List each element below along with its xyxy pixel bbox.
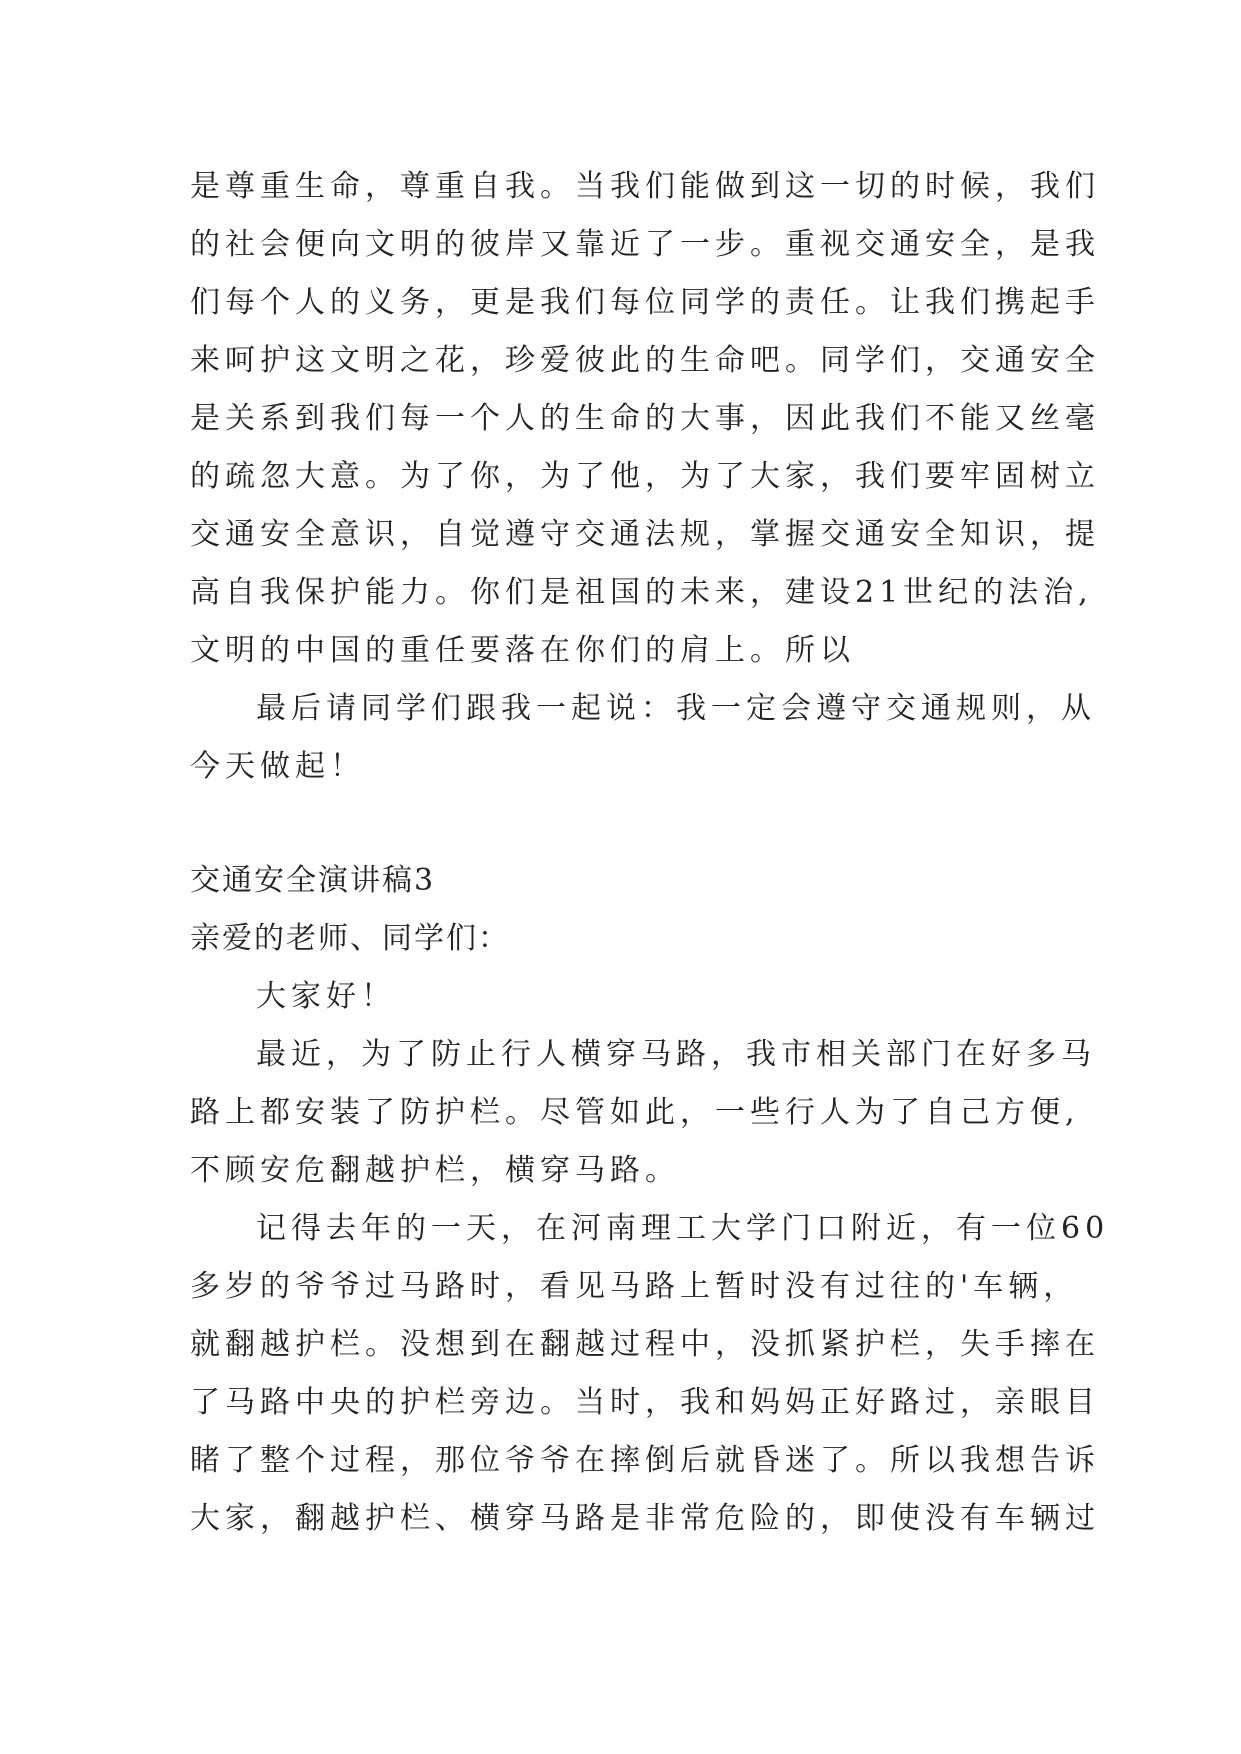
text-line: 的社会便向文明的彼岸又靠近了一步。重视交通安全，是我 bbox=[190, 227, 1100, 262]
text-line: 文明的中国的重任要落在你们的肩上。所以 bbox=[190, 633, 855, 668]
text-line: 是尊重生命，尊重自我。当我们能做到这一切的时候，我们 bbox=[190, 169, 1100, 204]
text-line: 最后请同学们跟我一起说：我一定会遵守交通规则，从 bbox=[256, 691, 1096, 726]
section-title: 交通安全演讲稿3 bbox=[190, 863, 436, 898]
text-line: 最近，为了防止行人横穿马路，我市相关部门在好多马 bbox=[256, 1037, 1096, 1072]
section-gap bbox=[190, 796, 1070, 852]
paragraph-3 bbox=[190, 1026, 1096, 1200]
text-line: 不顾安危翻越护栏，横穿马路。 bbox=[190, 1153, 680, 1188]
text-line: 多岁的爷爷过马路时，看见马路上暂时没有过往的'车辆， bbox=[190, 1269, 1079, 1304]
text-line: 是关系到我们每一个人的生命的大事，因此我们不能又丝毫 bbox=[190, 401, 1100, 436]
paragraph-1 bbox=[190, 158, 1100, 680]
text-line: 今天做起！ bbox=[190, 749, 365, 784]
text-line: 的疏忽大意。为了你，为了他，为了大家，我们要牢固树立 bbox=[190, 459, 1100, 494]
text-line: 路上都安装了防护栏。尽管如此，一些行人为了自己方便, bbox=[190, 1095, 1080, 1130]
text-line: 来呵护这文明之花，珍爱彼此的生命吧。同学们，交通安全 bbox=[190, 343, 1100, 378]
paragraph-4 bbox=[190, 1200, 1110, 1548]
document-page bbox=[190, 158, 1110, 1548]
text-line: 就翻越护栏。没想到在翻越过程中，没抓紧护栏，失手摔在 bbox=[190, 1327, 1100, 1362]
text-line: 睹了整个过程，那位爷爷在摔倒后就昏迷了。所以我想告诉 bbox=[190, 1443, 1100, 1478]
text-line: 大家，翻越护栏、横穿马路是非常危险的，即使没有车辆过 bbox=[190, 1501, 1100, 1536]
text-line: 交通安全意识，自觉遵守交通法规，掌握交通安全知识，提 bbox=[190, 517, 1100, 552]
text-line: 记得去年的一天，在河南理工大学门口附近，有一位60 bbox=[256, 1211, 1110, 1246]
text-line: 高自我保护能力。你们是祖国的未来，建设21世纪的法治, bbox=[190, 575, 1093, 610]
text-line: 们每个人的义务，更是我们每位同学的责任。让我们携起手 bbox=[190, 285, 1100, 320]
greeting: 大家好！ bbox=[256, 979, 396, 1014]
salutation: 亲爱的老师、同学们： bbox=[190, 921, 510, 956]
text-line: 了马路中央的护栏旁边。当时，我和妈妈正好路过，亲眼目 bbox=[190, 1385, 1100, 1420]
paragraph-2 bbox=[190, 680, 1096, 796]
